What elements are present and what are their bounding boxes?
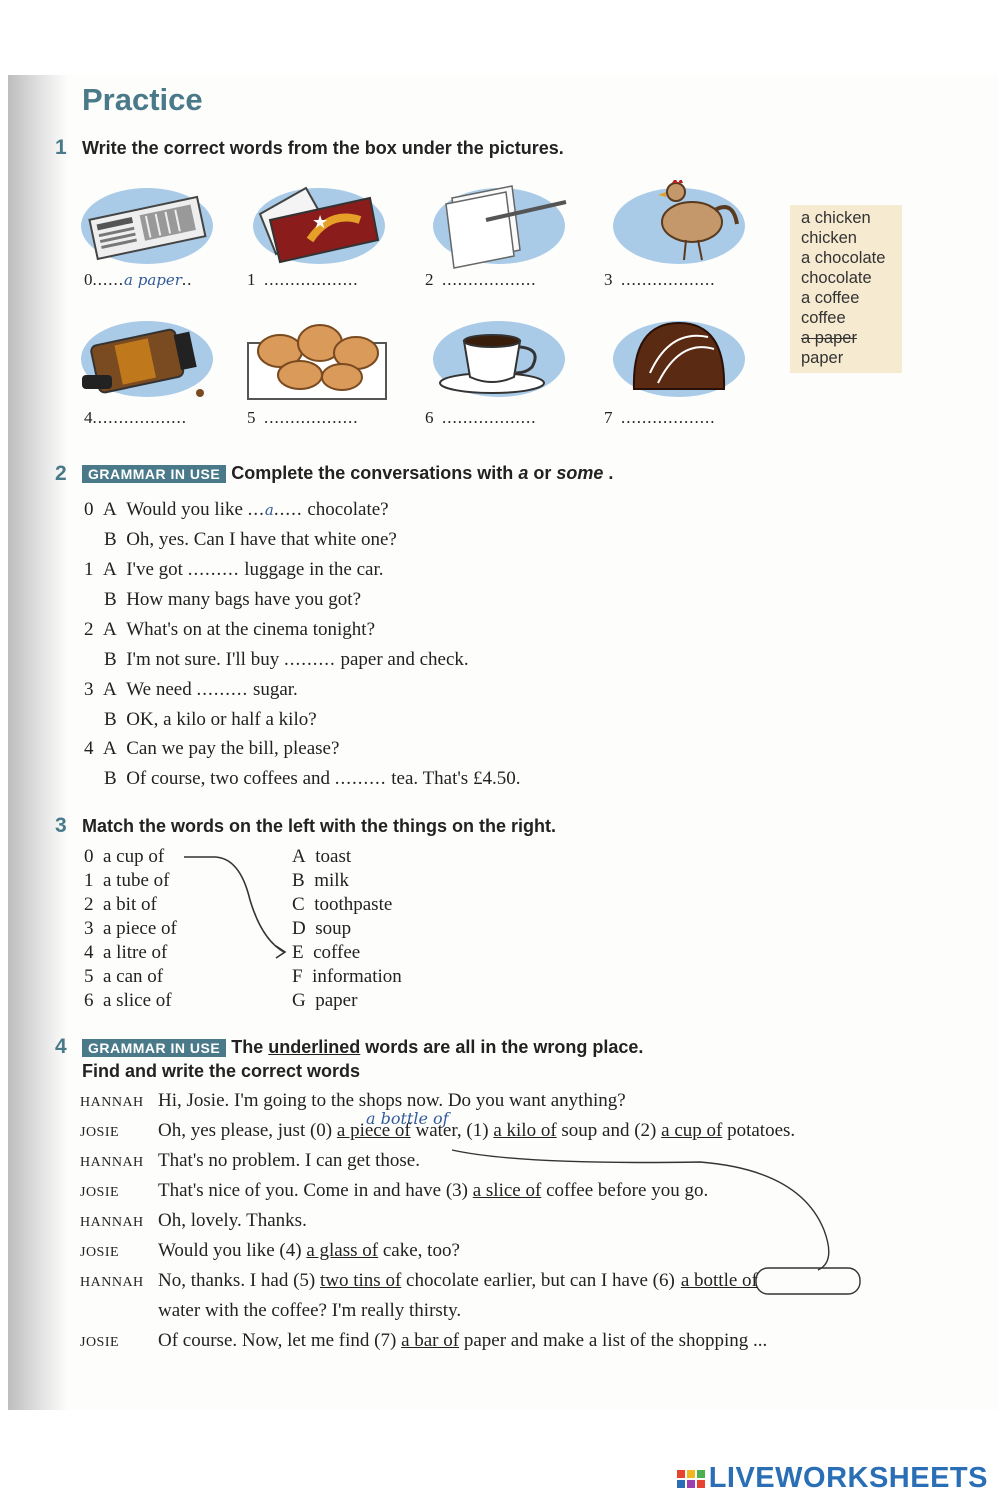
grammar-in-use-badge: GRAMMAR IN USE [82,465,226,483]
word-box-item: paper [801,349,844,367]
word-box-item: a chocolate [801,249,886,267]
word-box-item-used: a paper [801,329,857,347]
match-right-item[interactable]: D soup [292,918,352,939]
logo-mark-icon [677,1470,705,1488]
match-left-item[interactable]: 2 a bit of [84,894,157,915]
picture-2-label[interactable]: 2 .................. [425,270,537,289]
ex2-item-0-b: B Oh, yes. Can I have that white one? [104,529,397,550]
ex2-item-4-a: 4 A Can we pay the bill, please? [84,738,340,759]
picture-0-label: 0......a paper.. [84,270,193,289]
picture-3-label[interactable]: 3 .................. [604,270,716,289]
word-box-item: chicken [801,229,857,247]
exercise-2-number: 2 [55,462,67,485]
ex2-item-3-b: B OK, a kilo or half a kilo? [104,709,317,730]
chicken-icon [610,180,748,276]
underlined-phrase[interactable]: a bar of [401,1330,460,1351]
word-box [790,205,902,373]
dialogue-line: HANNAH Hi, Josie. I'm going to the shops now. Do you want anything? [80,1090,626,1111]
paper-and-pen-icon [430,180,568,276]
match-right-item[interactable]: A toast [292,846,352,867]
match-left-item[interactable]: 0 a cup of [84,846,165,867]
ex2-answer-4[interactable]: ......... [334,768,387,789]
picture-4-label[interactable]: 4.................. [84,408,187,427]
ex2-item-2-b: B I'm not sure. I'll buy ......... paper and check. [104,649,469,670]
match-left-item[interactable]: 3 a piece of [84,918,177,939]
match-right-item[interactable]: B milk [292,870,350,891]
handwritten-answer[interactable]: a bottle of [366,1109,449,1128]
dialogue-line: JOSIE Would you like (4) a glass of cake, too? [80,1240,460,1261]
underlined-phrase[interactable]: a cup of [661,1120,723,1141]
ex2-item-3-a: 3 A We need ......... sugar. [84,679,298,700]
liveworksheets-logo[interactable] [677,1462,988,1495]
exercise-1-number: 1 [55,136,67,159]
exercise-3-number: 3 [55,814,67,837]
match-left-item[interactable]: 1 a tube of [84,870,170,891]
ex2-answer-0[interactable]: a [264,501,274,519]
word-box-item: a chicken [801,209,871,227]
ex2-item-1-a: 1 A I've got ......... luggage in the car. [84,559,384,580]
chocolate-sweet-icon [610,313,748,409]
ex2-answer-1[interactable]: ......... [187,559,240,580]
underlined-phrase[interactable]: a glass of [306,1240,379,1261]
roast-chicken-icon [240,313,390,409]
word-box-item: coffee [801,309,846,327]
match-right-item[interactable]: C toothpaste [292,894,393,915]
match-right-item[interactable]: G paper [292,990,358,1011]
dialogue-line: HANNAH No, thanks. I had (5) two tins of chocolate earlier, but can I have (6) a bottle of [80,1270,758,1291]
picture-5-label[interactable]: 5 .................. [247,408,359,427]
match-right-item[interactable]: F information [292,966,402,987]
match-left-item[interactable]: 6 a slice of [84,990,172,1011]
dialogue-line: water with the coffee? I'm really thirsty. [158,1300,462,1321]
page-shadow [8,75,68,1410]
newspaper-icon [78,180,216,276]
ex2-answer-3[interactable]: ......... [196,679,249,700]
exercise-4-instruction: GRAMMAR IN USE The underlined words are all in the wrong place. [82,1037,643,1058]
dialogue-line: JOSIE That's nice of you. Come in and have (3) a slice of coffee before you go. [80,1180,709,1201]
underlined-phrase[interactable]: two tins of [320,1270,402,1291]
ex2-item-1-b: B How many bags have you got? [104,589,361,610]
dialogue-line: HANNAH That's no problem. I can get those. [80,1150,420,1171]
match-right-item[interactable]: E coffee [292,942,361,963]
exercise-4-instruction-2: Find and write the correct words [82,1061,361,1081]
underlined-phrase-circled[interactable]: a bottle of [680,1270,758,1291]
underlined-phrase[interactable]: a kilo of [493,1120,557,1141]
page-title: Practice [82,82,203,117]
ex2-answer-2[interactable]: ......... [283,649,336,670]
picture-6-label[interactable]: 6 .................. [425,408,537,427]
ex2-item-4-b: B Of course, two coffees and ......... tea. That's £4.50. [104,768,521,789]
word-box-item: a coffee [801,289,860,307]
match-left-item[interactable]: 5 a can of [84,966,164,987]
logo-text: LIVEWORKSHEETS [708,1462,988,1494]
exercise-2-instruction: GRAMMAR IN USE Complete the conversations with a or some . [82,463,613,484]
dialogue-line: HANNAH Oh, lovely. Thanks. [80,1210,307,1231]
match-left-item[interactable]: 4 a litre of [84,942,168,963]
underlined-phrase[interactable]: a slice of [472,1180,542,1201]
exercise-4-number: 4 [55,1035,67,1058]
word-box-item: chocolate [801,269,872,287]
underlined-phrase[interactable]: a piece of [336,1120,411,1141]
chocolate-bar-icon [250,180,388,276]
ex2-item-0-a: 0 A Would you like ...a..... chocolate? [84,499,389,520]
dialogue-line: JOSIE Of course. Now, let me find (7) a bar of paper and make a list of the shopping ... [80,1330,768,1351]
svg-text:★: ★ [312,212,329,232]
coffee-cup-icon [430,313,568,409]
picture-1-label[interactable]: 1 .................. [247,270,359,289]
grammar-in-use-badge: GRAMMAR IN USE [82,1039,226,1057]
ex2-item-2-a: 2 A What's on at the cinema tonight? [84,619,375,640]
picture-0-answer[interactable]: a paper [124,271,182,289]
dialogue-line: JOSIE Oh, yes please, just (0) a piece of water, (1) a kilo of soup and (2) a cup of potatoes. [80,1120,796,1141]
exercise-3-instruction: Match the words on the left with the things on the right. [82,816,556,836]
coffee-jar-icon [78,313,216,409]
picture-7-label[interactable]: 7 .................. [604,408,716,427]
exercise-1-instruction: Write the correct words from the box under the pictures. [82,138,564,158]
